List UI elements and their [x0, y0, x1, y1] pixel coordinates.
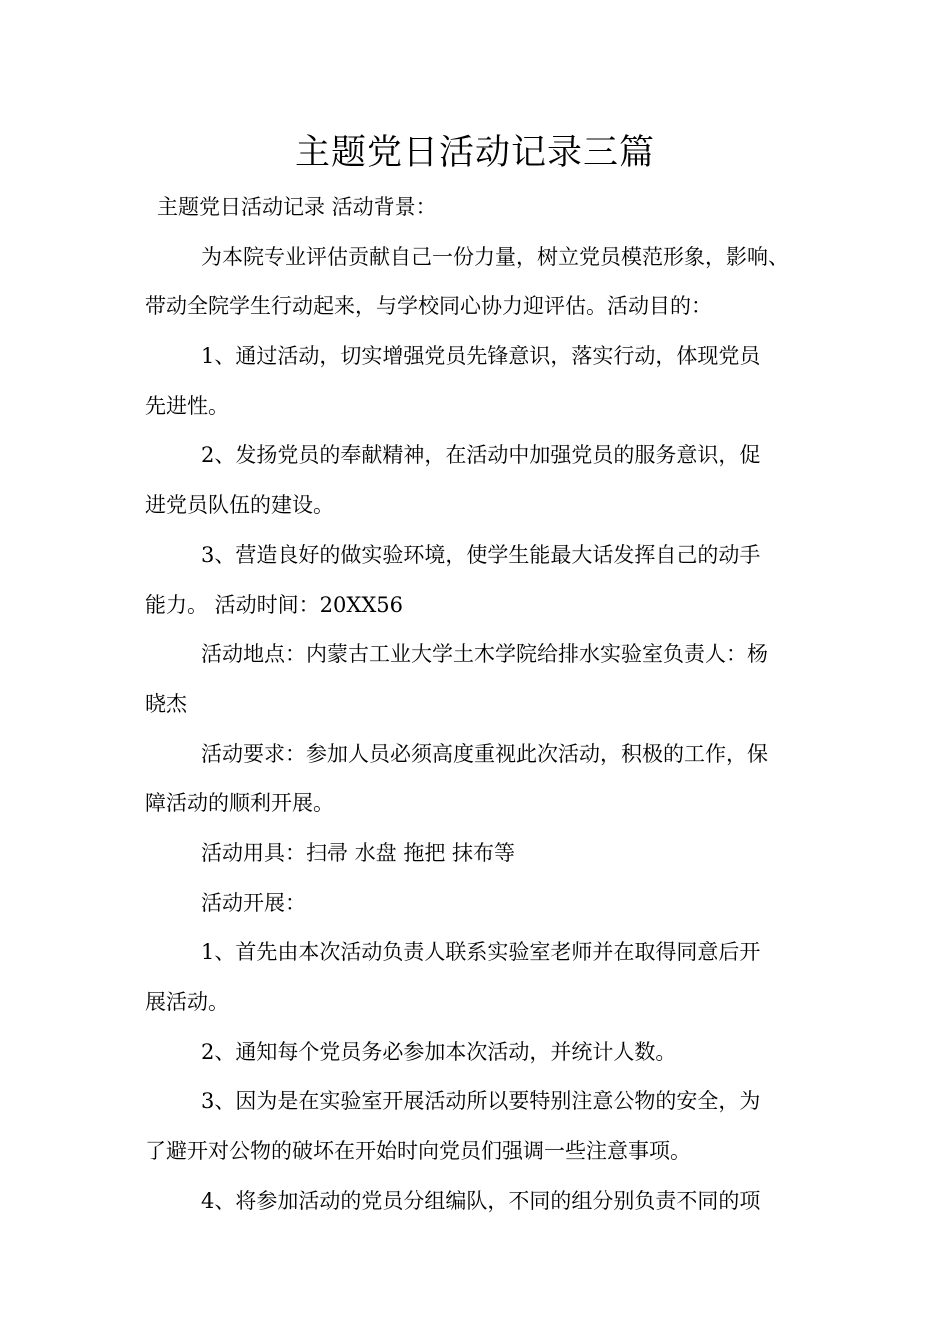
body-line: 2、发扬党员的奉献精神，在活动中加强党员的服务意识，促 — [201, 443, 761, 468]
body-line: 晓杰 — [145, 691, 187, 716]
body-line: 先进性。 — [145, 393, 229, 418]
body-line: 3、营造良好的做实验环境，使学生能最大话发挥自己的动手 — [201, 542, 761, 567]
body-line: 主题党日活动记录 活动背景： — [157, 195, 437, 219]
body-line: 活动用具：扫帚 水盘 拖把 抹布等 — [201, 840, 516, 865]
body-line: 4、将参加活动的党员分组编队，不同的组分别负责不同的项 — [201, 1188, 761, 1213]
body-line: 了避开对公物的破坏在开始时向党员们强调一些注意事项。 — [145, 1139, 691, 1164]
body-line: 3、因为是在实验室开展活动所以要特别注意公物的安全，为 — [201, 1089, 761, 1114]
body-line: 1、通过活动，切实增强党员先锋意识，落实行动，体现党员 — [201, 344, 761, 369]
document-title: 主题党日活动记录三篇 — [294, 133, 655, 173]
body-line: 为本院专业评估贡献自己一份力量，树立党员模范形象，影响、 — [201, 244, 789, 269]
body-line: 带动全院学生行动起来，与学校同心协力迎评估。活动目的： — [145, 294, 712, 319]
body-line: 1、首先由本次活动负责人联系实验室老师并在取得同意后开 — [201, 940, 761, 965]
document-body — [145, 183, 817, 1226]
body-line: 障活动的顺利开展。 — [145, 791, 334, 816]
body-line: 进党员队伍的建设。 — [145, 493, 334, 518]
body-line: 活动地点：内蒙古工业大学土木学院给排水实验室负责人：杨 — [201, 642, 768, 667]
body-line: 活动开展： — [201, 890, 306, 915]
body-line: 活动要求：参加人员必须高度重视此次活动，积极的工作，保 — [201, 741, 768, 766]
body-line: 展活动。 — [145, 990, 229, 1014]
body-line: 能力。 活动时间：20XX56 — [145, 592, 404, 617]
body-line: 2、通知每个党员务必参加本次活动，并统计人数。 — [201, 1039, 677, 1064]
